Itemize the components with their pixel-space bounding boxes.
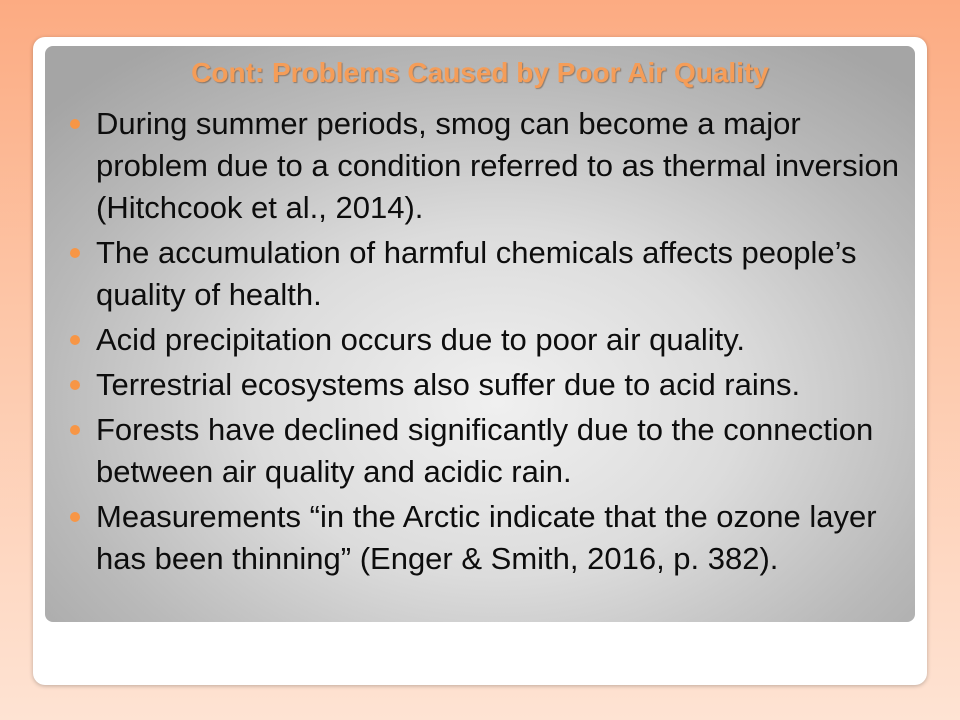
content-panel [45,46,915,622]
bullet-item [70,496,900,580]
bullet-dot-icon [70,335,80,345]
bullet-item [70,232,900,316]
bullet-text: The accumulation of harmful chemicals affects people’s quality of health. [96,235,857,312]
bullet-dot-icon [70,248,80,258]
bullet-item [70,319,900,361]
bullet-dot-icon [70,380,80,390]
bullet-dot-icon [70,425,80,435]
bullet-item [70,409,900,493]
bullet-text: Forests have declined significantly due to the connection between air quality and acidic rain. [96,412,874,489]
bullet-item [70,103,900,229]
bullet-dot-icon [70,119,80,129]
bullet-text: Terrestrial ecosystems also suffer due to acid rains. [96,367,801,402]
bullet-dot-icon [70,512,80,522]
bullet-list [70,103,900,583]
bullet-text: During summer periods, smog can become a major problem due to a condition referred to as thermal inversion (Hitchcook et al., 2014). [96,106,899,225]
slide-title: Cont: Problems Caused by Poor Air Quality [191,57,769,88]
bullet-text: Measurements “in the Arctic indicate that the ozone layer has been thinning” (Enger & Smith, 2016, p. 382). [96,499,877,576]
bullet-text: Acid precipitation occurs due to poor air quality. [96,322,746,357]
bullet-item [70,364,900,406]
